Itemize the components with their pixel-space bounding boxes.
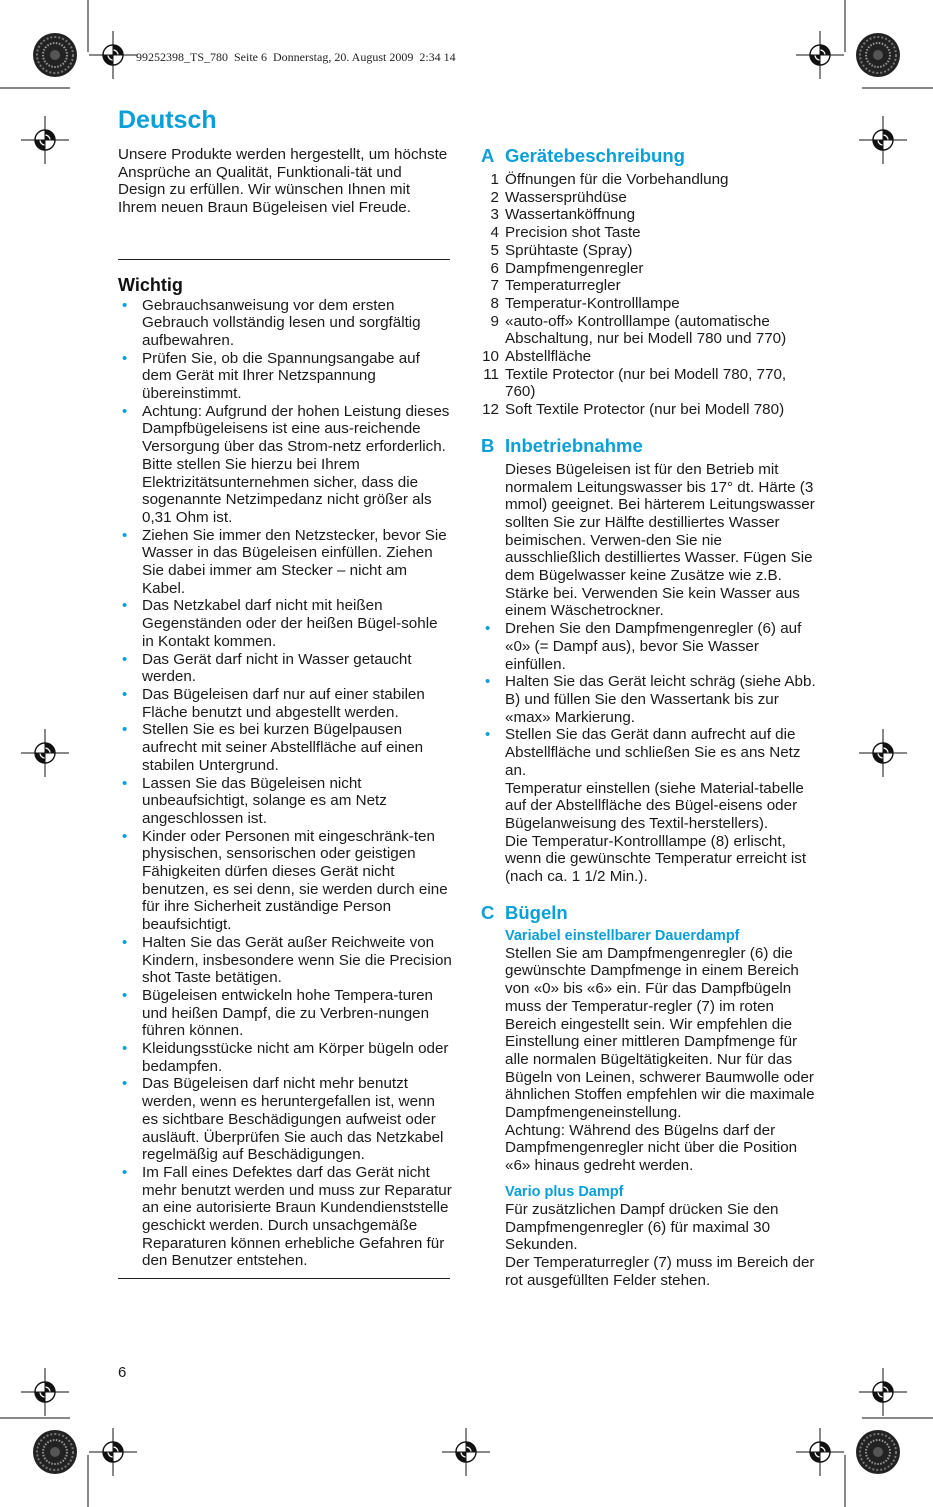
parts-list	[481, 171, 817, 419]
paragraph: Der Temperaturregler (7) muss im Bereich der rot ausgefüllten Felder stehen.	[505, 1253, 815, 1289]
list-item	[481, 189, 817, 207]
list-item: • Prüfen Sie, ob die Spannungsangabe auf dem Gerät mit Ihrer Netzspannung übereinstimmt.	[118, 350, 452, 403]
section-letter: A	[481, 145, 495, 166]
section-a-heading	[481, 145, 817, 167]
paragraph: Temperatur einstellen (siehe Material-tabelle auf der Abstellfläche des Bügel-eisens oder Bügelanweisung des Textil-herstellers).	[505, 779, 804, 832]
item-number: 8	[490, 294, 499, 312]
section-letter: B	[481, 434, 495, 456]
item-text: Temperaturregler	[505, 277, 621, 295]
paragraph: Stellen Sie am Dampfmengenregler (6) die gewünschte Dampfmenge in einem Bereich von «0» bis «6» ein. Für das Dampfbügeln muss der Temperatur-regler (7) im roten Bereich eingestellt sein. Wir empfehlen die Einstellung einer mittleren Dampfmenge für alle normalen Bügeltätigkeiten. Nur für das Bügeln von Leinen, schwerer Baumwolle oder ähnlichen Stoffen empfehlen wir die maximale Dampfmengeneinstellung.	[505, 944, 815, 1122]
item-number: 2	[490, 188, 499, 206]
item-number: 4	[490, 224, 499, 242]
list-item: • Drehen Sie den Dampfmengenregler (6) auf «0» (= Dampf aus), bevor Sie Wasser einfüllen.	[481, 620, 817, 673]
list-item: • Im Fall eines Defektes darf das Gerät nicht mehr benutzt werden und muss zur Reparatur an eine autorisierte Braun Kundendienststelle geschickt werden. Durch unsachgemäße Reparaturen können erhebliche Gefahren für den Benutzer entstehen.	[118, 1164, 452, 1270]
intro-text: Unsere Produkte werden hergestellt, um höchste Ansprüche an Qualität, Funktionali-tät und Design zu erfüllen. Wir wünschen Ihnen mit Ihrem neuen Braun Bügeleisen viel Freude.	[118, 146, 448, 217]
paragraph: Die Temperatur-Kontrolllampe (8) erlischt, wenn die gewünschte Temperatur erreicht ist (nach ca. 1 1/2 Min.).	[505, 832, 807, 886]
wichtig-heading: Wichtig	[118, 274, 183, 295]
list-item	[481, 313, 817, 348]
item-text: Temperatur-Kontrolllampe	[505, 294, 680, 312]
page-number: 6	[118, 1364, 127, 1381]
item-text: Wassersprühdüse	[505, 188, 627, 206]
list-item: • Ziehen Sie immer den Netzstecker, bevor Sie Wasser in das Bügeleisen einfüllen. Ziehen Sie dabei immer am Stecker – nicht am Kabel.	[118, 527, 452, 598]
list-item: • Halten Sie das Gerät leicht schräg (siehe Abb. B) und füllen Sie den Wassertank bis zur «max» Markierung.	[481, 673, 817, 726]
item-text: Sprühtaste (Spray)	[505, 241, 633, 259]
section-b-intro	[481, 461, 817, 620]
item-number: 6	[490, 259, 499, 277]
list-item	[481, 260, 817, 278]
list-item: • Bügeleisen entwickeln hohe Tempera-turen und heißen Dampf, die zu Verbren-nungen führen können.	[118, 987, 452, 1040]
section-title: Bügeln	[505, 901, 568, 923]
item-number: 10	[482, 348, 499, 366]
item-number: 11	[483, 365, 499, 383]
item-number: 9	[490, 312, 499, 330]
paragraph: Achtung: Während des Bügelns darf der Dampfmengenregler nicht über die Position «6» hinaus gedreht werden.	[505, 1121, 798, 1175]
item-number: 3	[490, 206, 499, 224]
section-c-body	[481, 928, 817, 1290]
subsection-title: Variabel einstellbarer Dauerdampf	[505, 927, 740, 944]
item-text: Öffnungen für die Vorbehandlung	[505, 171, 729, 188]
list-item	[481, 295, 817, 313]
section-title: Inbetriebnahme	[505, 434, 643, 456]
divider	[118, 259, 450, 260]
list-item	[481, 348, 817, 366]
paragraph: Für zusätzlichen Dampf drücken Sie den Dampfmengenregler (6) für maximal 30 Sekunden.	[505, 1200, 779, 1254]
section-title: Gerätebeschreibung	[505, 145, 685, 166]
list-item	[481, 401, 817, 419]
list-item: • Stellen Sie das Gerät dann aufrecht auf die Abstellfläche und schließen Sie es ans Netz an.	[481, 726, 817, 779]
list-item: • Kleidungsstücke nicht am Körper bügeln oder bedampfen.	[118, 1040, 452, 1075]
divider	[118, 1278, 450, 1279]
list-item	[481, 242, 817, 260]
list-item: • Gebrauchsanweisung vor dem ersten Gebrauch vollständig lesen und sorgfältig aufbewahren.	[118, 297, 452, 350]
section-b-list	[481, 620, 817, 779]
wichtig-list	[118, 297, 452, 1271]
section-b-notes	[481, 780, 817, 886]
page-title: Deutsch	[118, 106, 217, 134]
print-header: 99252398_TS_780 Seite 6 Donnerstag, 20. August 2009 2:34 14	[136, 50, 456, 64]
item-number: 5	[490, 241, 499, 259]
subsection-title: Vario plus Dampf	[505, 1183, 624, 1200]
item-text: Dampfmengenregler	[505, 259, 644, 277]
item-number: 12	[482, 401, 499, 419]
item-text: Precision shot Taste	[505, 224, 641, 242]
section-b-heading	[481, 435, 817, 457]
item-text: «auto-off» Kontrolllampe (automatische Abschaltung, nur bei Modell 780 und 770)	[505, 312, 787, 348]
list-item	[481, 277, 817, 295]
item-text: Abstellfläche	[505, 348, 592, 366]
section-c-heading	[481, 902, 817, 924]
item-number: 1	[490, 171, 499, 188]
list-item	[481, 366, 817, 401]
list-item: • Halten Sie das Gerät außer Reichweite von Kindern, insbesondere wenn Sie die Precision shot Taste betätigen.	[118, 934, 452, 987]
list-item: • Achtung: Aufgrund der hohen Leistung dieses Dampfbügeleisens ist eine aus-reichende Versorgung über das Strom-netz erforderlich. Bitte stellen Sie hierzu bei Ihrem Elektrizitätsunternehmen sicher, dass die sogenannte Netzimpedanz nicht größer als 0,31 Ohm ist.	[118, 403, 452, 527]
item-text: Wassertanköffnung	[505, 206, 636, 224]
list-item: • Stellen Sie es bei kurzen Bügelpausen aufrecht mit seiner Abstellfläche auf einen stabilen Untergrund.	[118, 721, 452, 774]
item-text: Soft Textile Protector (nur bei Modell 780)	[505, 401, 785, 419]
list-item	[481, 224, 817, 242]
list-item: • Das Gerät darf nicht in Wasser getaucht werden.	[118, 651, 452, 686]
list-item: • Das Bügeleisen darf nicht mehr benutzt werden, wenn es heruntergefallen ist, wenn es sichtbare Beschädigungen aufweist oder ausläuft. Überprüfen Sie auch das Netzkabel regelmäßig auf Beschädigungen.	[118, 1075, 452, 1164]
left-column	[118, 146, 452, 1279]
section-letter: C	[481, 901, 495, 923]
list-item	[481, 206, 817, 224]
list-item	[481, 171, 817, 189]
list-item: • Das Bügeleisen darf nur auf einer stabilen Fläche benutzt und abgestellt werden.	[118, 686, 452, 721]
right-column	[481, 145, 817, 1289]
list-item: • Lassen Sie das Bügeleisen nicht unbeaufsichtigt, solange es am Netz angeschlossen ist.	[118, 775, 452, 828]
list-item: • Kinder oder Personen mit eingeschränk-ten physischen, sensorischen oder geistigen Fähigkeiten dürfen dieses Gerät nicht benutzen, es sei denn, sie werden durch eine für ihre Sicherheit zuständige Person beaufsichtigt.	[118, 828, 452, 934]
item-number: 7	[490, 277, 499, 295]
list-item: • Das Netzkabel darf nicht mit heißen Gegenständen oder der heißen Bügel-sohle in Kontakt kommen.	[118, 597, 452, 650]
paragraph: Dieses Bügeleisen ist für den Betrieb mit normalem Leitungswasser bis 17° dt. Härte (3 mmol) geeignet. Bei härterem Leitungswasser sollten Sie zur Hälfte destilliertes Wasser beimischen. Verwen-den Sie nie ausschließlich destilliertes Wasser. Fügen Sie dem Bügelwasser keine Zusätze wie z.B. Stärke bei. Verwenden Sie kein Wasser aus einem Wäschetrockner.	[505, 460, 815, 620]
item-text: Textile Protector (nur bei Modell 780, 770, 760)	[505, 365, 787, 401]
